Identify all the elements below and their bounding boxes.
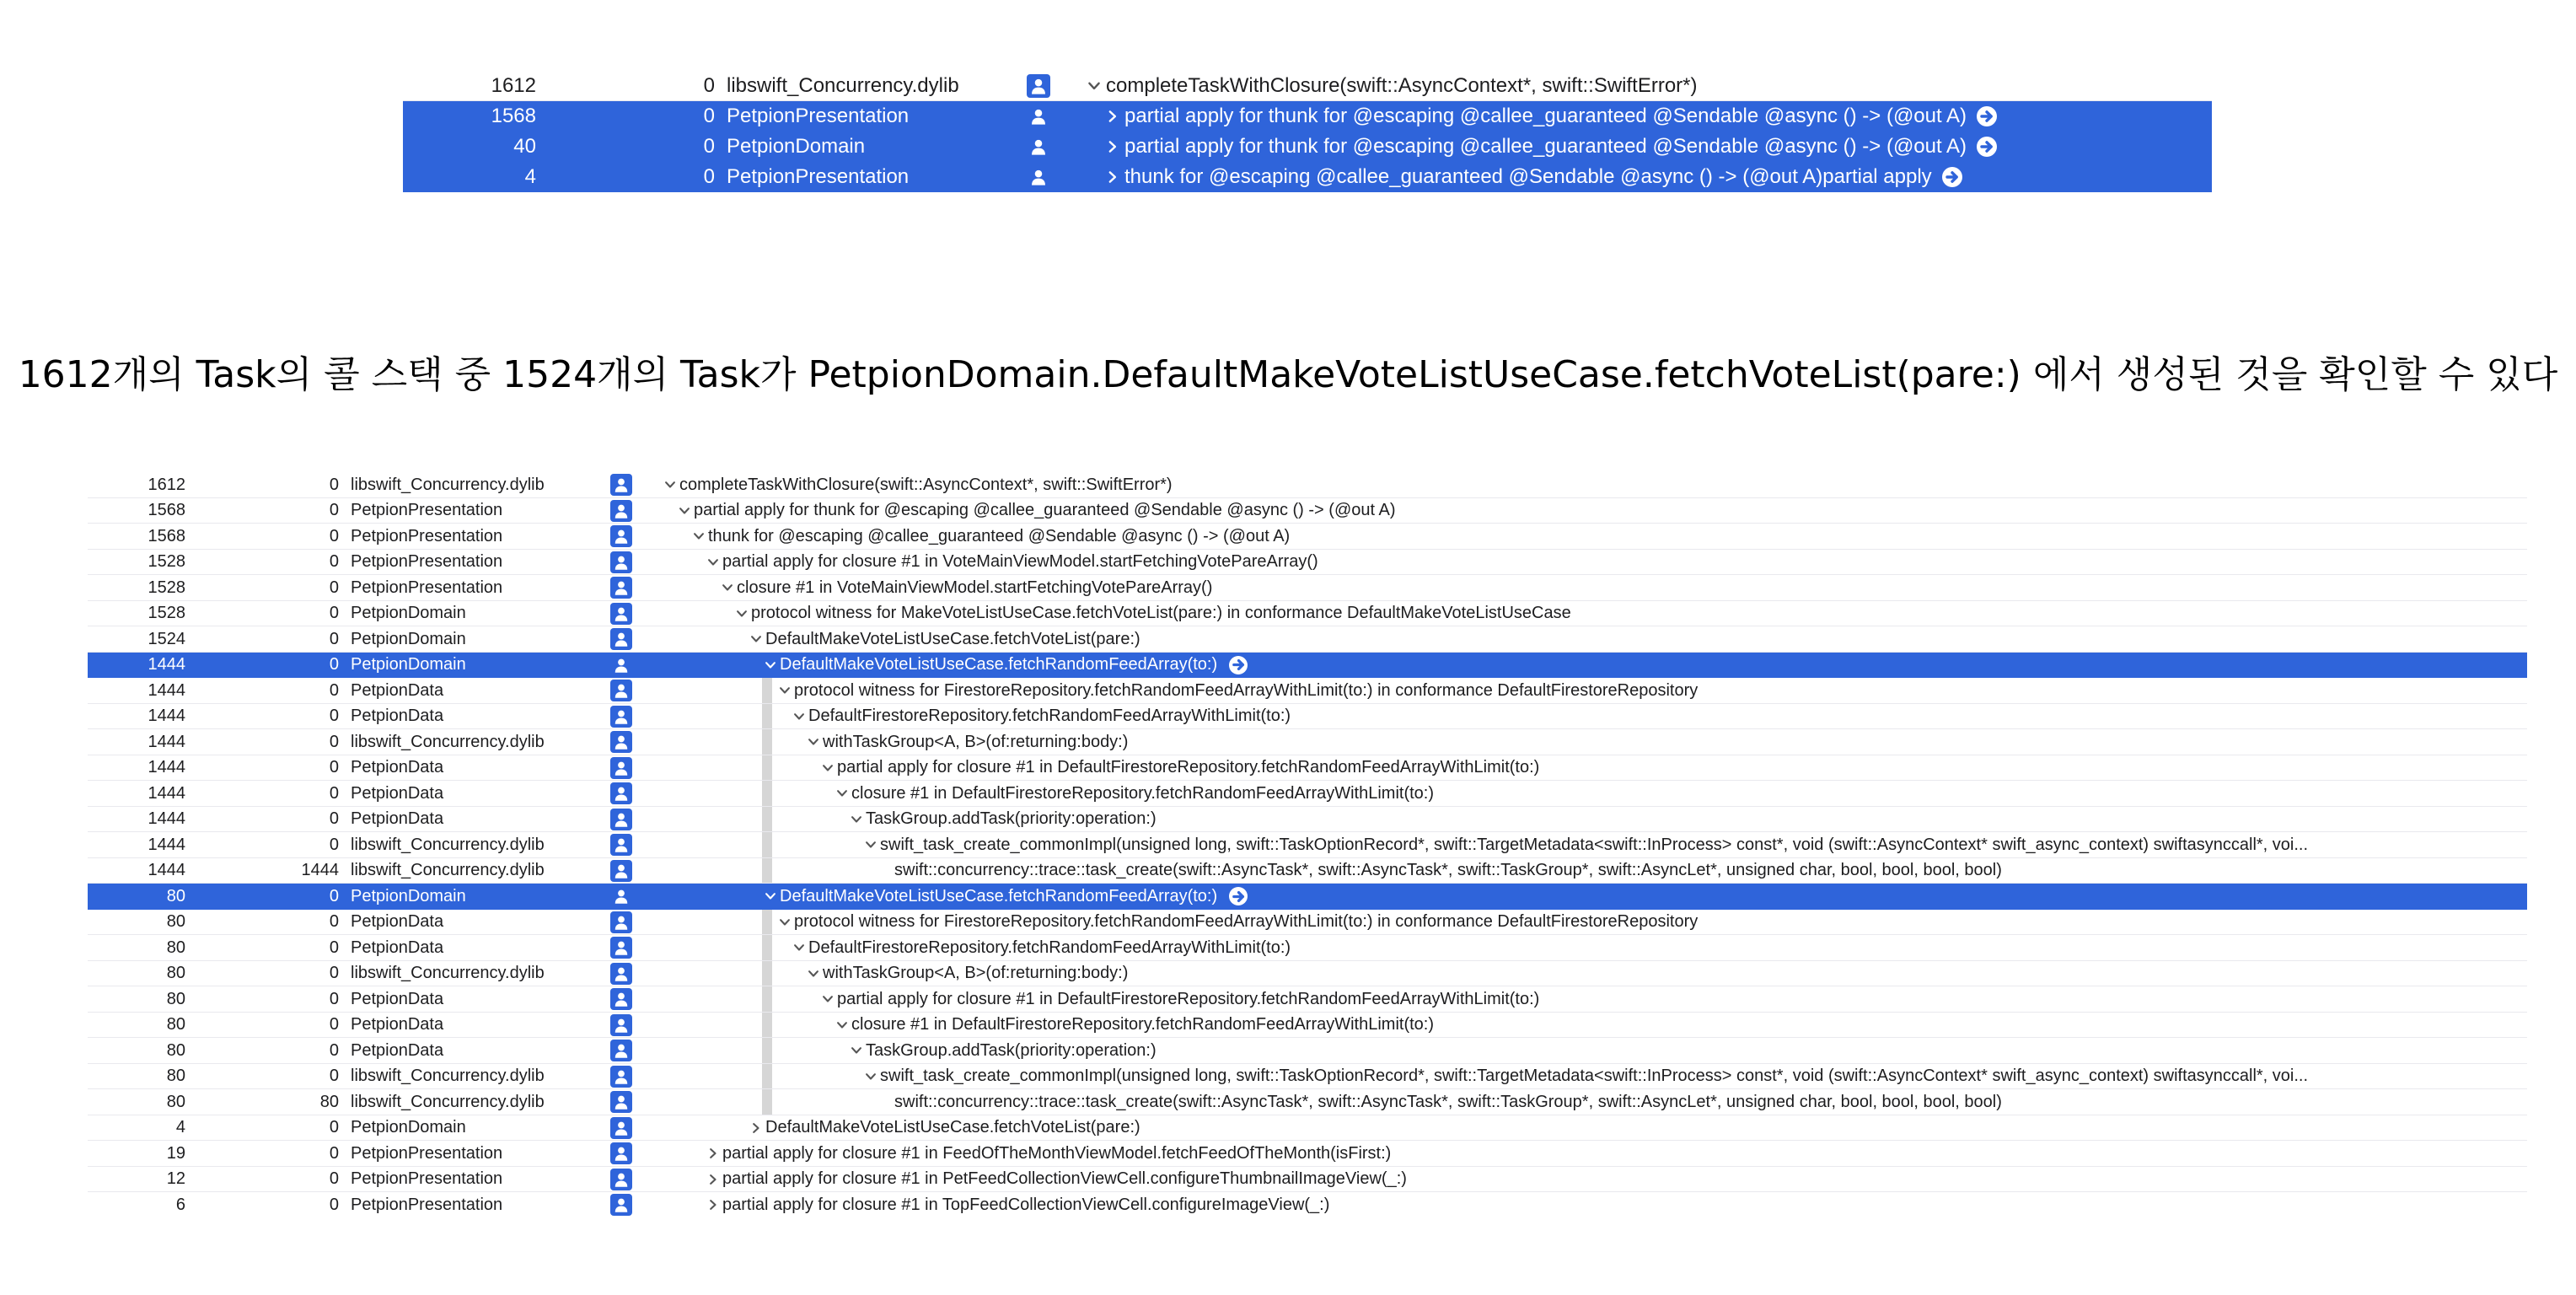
chevron-down-icon[interactable]: [704, 550, 722, 576]
symbol-cell: [818, 986, 2520, 1013]
symbol-name: closure #1 in DefaultFirestoreRepository.fetchRandomFeedArrayWithLimit(to:): [851, 1015, 1435, 1034]
user-code-icon: [610, 911, 632, 933]
arrow-circle-right-icon[interactable]: [1977, 106, 1997, 126]
call-tree-row[interactable]: [88, 1064, 2527, 1090]
symbol-name: partial apply for thunk for @escaping @callee_guaranteed @Sendable @async () -> (@out A): [1124, 105, 1967, 127]
arrow-circle-right-icon[interactable]: [1229, 887, 1248, 905]
self-weight: 0: [703, 74, 715, 97]
chevron-right-icon[interactable]: [1101, 162, 1124, 192]
symbol-cell: [790, 704, 2520, 730]
symbol-cell: [861, 1064, 2520, 1090]
library-name: PetpionDomain: [351, 1118, 466, 1137]
chevron-right-icon[interactable]: [704, 1167, 722, 1193]
symbol-name: partial apply for closure #1 in TopFeedCollectionViewCell.configureImageView(_:): [722, 1195, 1330, 1214]
symbol-name: partial apply for closure #1 in DefaultFirestoreRepository.fetchRandomFeedArrayWithLimit(to:): [837, 758, 1540, 777]
call-tree-row[interactable]: [88, 498, 2527, 524]
library-name: PetpionDomain: [351, 604, 466, 623]
call-tree-row[interactable]: [88, 1192, 2527, 1217]
library-name: PetpionPresentation: [727, 165, 910, 188]
library-name: PetpionPresentation: [351, 552, 503, 572]
library-name: libswift_Concurrency.dylib: [727, 74, 959, 97]
symbol-cell: [804, 961, 2520, 987]
call-tree-row[interactable]: [88, 986, 2527, 1013]
library-name: PetpionData: [351, 938, 444, 957]
symbol-name: swift_task_create_commonImpl(unsigned long, swift::TaskOptionRecord*, swift::TargetMetadata<swift::InProcess> const*, void (swift::AsyncContext* swift_async_context) swiftasynccall*, voi...: [880, 835, 2309, 854]
call-tree-row[interactable]: [403, 132, 2212, 162]
library-name: PetpionDomain: [351, 655, 466, 674]
chevron-down-icon[interactable]: [790, 935, 808, 961]
library-name: PetpionPresentation: [351, 1169, 503, 1189]
symbol-cell: [733, 601, 2520, 627]
user-code-icon: [610, 500, 632, 522]
user-code-icon: [610, 731, 632, 753]
chevron-right-icon[interactable]: [1101, 132, 1124, 162]
symbol-cell: [818, 755, 2520, 782]
weight-count: 1444: [148, 809, 185, 829]
library-name: PetpionData: [351, 783, 444, 803]
chevron-down-icon[interactable]: [847, 1038, 866, 1064]
weight-count: 1444: [148, 732, 185, 751]
chevron-down-icon[interactable]: [804, 961, 823, 987]
call-tree-row[interactable]: [403, 71, 2212, 101]
call-tree-row[interactable]: [88, 884, 2527, 910]
self-weight: 0: [329, 578, 339, 597]
weight-count: 1444: [148, 861, 185, 880]
disclosure-spacer: [876, 1089, 894, 1115]
symbol-name: TaskGroup.addTask(priority:operation:): [866, 1040, 1157, 1060]
symbol-name: withTaskGroup<A, B>(of:returning:body:): [823, 964, 1129, 983]
self-weight: 0: [329, 758, 339, 777]
user-code-icon: [610, 937, 632, 959]
symbol-name: thunk for @escaping @callee_guaranteed @Sendable @async () -> (@out A)partial apply: [1124, 165, 1932, 188]
weight-count: 1444: [148, 783, 185, 803]
symbol-cell: [761, 884, 2520, 910]
chevron-down-icon[interactable]: [833, 781, 851, 807]
symbol-name: swift::concurrency::trace::task_create(swift::AsyncTask*, swift::AsyncTask*, swift::TaskGroup*, swift::AsyncLet*, unsigned char, bool, bool, bool, bool): [894, 861, 2002, 880]
chevron-down-icon[interactable]: [804, 729, 823, 755]
user-code-icon: [1027, 165, 1050, 189]
user-code-icon: [610, 1091, 632, 1113]
library-name: PetpionPresentation: [351, 501, 503, 520]
call-tree-row[interactable]: [88, 1115, 2527, 1142]
weight-count: 80: [166, 1067, 185, 1086]
call-tree-row[interactable]: [88, 524, 2527, 550]
call-tree-row[interactable]: [88, 858, 2527, 884]
chevron-down-icon[interactable]: [775, 678, 794, 704]
symbol-cell: [804, 729, 2520, 755]
symbol-cell: [876, 858, 2520, 884]
call-tree-row[interactable]: [88, 910, 2527, 936]
symbol-cell: [718, 575, 2520, 601]
call-tree-row[interactable]: [403, 162, 2212, 192]
arrow-circle-right-icon[interactable]: [1229, 656, 1248, 674]
user-code-icon: [610, 628, 632, 650]
symbol-cell: [1101, 162, 2205, 192]
user-code-icon: [610, 654, 632, 676]
chevron-down-icon[interactable]: [675, 498, 694, 524]
call-tree-row[interactable]: [88, 704, 2527, 730]
symbol-cell: [661, 472, 2520, 498]
call-tree-row[interactable]: [88, 678, 2527, 704]
symbol-cell: [1082, 71, 2205, 101]
chevron-right-icon[interactable]: [1101, 101, 1124, 132]
weight-count: 1444: [148, 835, 185, 854]
self-weight: 0: [329, 1143, 339, 1163]
self-weight: 0: [329, 783, 339, 803]
call-tree-row[interactable]: [88, 626, 2527, 653]
call-tree-row[interactable]: [88, 472, 2527, 498]
symbol-name: swift_task_create_commonImpl(unsigned long, swift::TaskOptionRecord*, swift::TargetMetadata<swift::InProcess> const*, void (swift::AsyncContext* swift_async_context) swiftasynccall*, voi...: [880, 1067, 2309, 1086]
weight-count: 1568: [491, 105, 536, 127]
library-name: PetpionDomain: [351, 629, 466, 648]
user-code-icon: [610, 988, 632, 1010]
symbol-name: withTaskGroup<A, B>(of:returning:body:): [823, 732, 1129, 751]
symbol-cell: [876, 1089, 2520, 1115]
user-code-icon: [610, 1194, 632, 1216]
weight-count: 80: [166, 886, 185, 905]
chevron-down-icon[interactable]: [1082, 71, 1106, 101]
weight-count: 12: [166, 1169, 185, 1189]
library-name: libswift_Concurrency.dylib: [351, 475, 545, 494]
call-tree-row[interactable]: [88, 1038, 2527, 1064]
weight-count: 1612: [491, 74, 536, 97]
user-code-icon: [610, 603, 632, 625]
self-weight: 0: [329, 501, 339, 520]
chevron-down-icon[interactable]: [818, 986, 837, 1013]
user-code-icon: [610, 1040, 632, 1061]
self-weight: 0: [329, 835, 339, 854]
symbol-cell: [775, 678, 2520, 704]
chevron-down-icon[interactable]: [661, 472, 679, 498]
weight-count: 80: [166, 912, 185, 932]
self-weight: 0: [329, 655, 339, 674]
weight-count: 80: [166, 1015, 185, 1034]
symbol-cell: [704, 1192, 2520, 1217]
symbol-cell: [704, 1141, 2520, 1167]
symbol-name: TaskGroup.addTask(priority:operation:): [866, 809, 1157, 829]
chevron-down-icon[interactable]: [818, 755, 837, 782]
self-weight: 0: [329, 912, 339, 932]
user-code-icon: [610, 860, 632, 882]
self-weight: 0: [329, 732, 339, 751]
symbol-name: closure #1 in DefaultFirestoreRepository.fetchRandomFeedArrayWithLimit(to:): [851, 783, 1435, 803]
weight-count: 40: [513, 135, 536, 158]
library-name: PetpionData: [351, 912, 444, 932]
self-weight: 0: [329, 552, 339, 572]
top-call-tree: [403, 71, 2212, 196]
user-code-icon: [610, 809, 632, 830]
library-name: PetpionData: [351, 758, 444, 777]
chevron-down-icon[interactable]: [790, 704, 808, 730]
symbol-cell: [833, 1013, 2520, 1039]
symbol-name: closure #1 in VoteMainViewModel.startFetchingVotePareArray(): [737, 578, 1213, 597]
call-tree-row[interactable]: [88, 807, 2527, 833]
self-weight: 0: [329, 989, 339, 1008]
user-code-icon: [610, 1014, 632, 1036]
symbol-cell: [690, 524, 2520, 550]
user-code-icon: [610, 1169, 632, 1190]
library-name: PetpionData: [351, 707, 444, 726]
self-weight: 0: [329, 680, 339, 700]
chevron-down-icon[interactable]: [718, 575, 737, 601]
self-weight: 0: [329, 629, 339, 648]
call-tree-row[interactable]: [88, 601, 2527, 627]
call-tree-row[interactable]: [403, 101, 2212, 132]
call-tree-row[interactable]: [88, 1141, 2527, 1167]
symbol-name: swift::concurrency::trace::task_create(swift::AsyncTask*, swift::AsyncTask*, swift::TaskGroup*, swift::AsyncLet*, unsigned char, bool, bool, bool, bool): [894, 1092, 2002, 1111]
call-tree-row[interactable]: [88, 1089, 2527, 1115]
library-name: PetpionData: [351, 1040, 444, 1060]
user-code-icon: [610, 834, 632, 856]
symbol-name: DefaultFirestoreRepository.fetchRandomFeedArrayWithLimit(to:): [808, 938, 1291, 957]
symbol-name: partial apply for thunk for @escaping @callee_guaranteed @Sendable @async () -> (@out A): [694, 501, 1396, 520]
library-name: PetpionData: [351, 809, 444, 829]
user-code-icon: [610, 1066, 632, 1088]
library-name: libswift_Concurrency.dylib: [351, 861, 545, 880]
chevron-down-icon[interactable]: [775, 910, 794, 936]
library-name: PetpionData: [351, 989, 444, 1008]
weight-count: 4: [175, 1118, 185, 1137]
chevron-down-icon[interactable]: [747, 626, 765, 653]
symbol-cell: [747, 1115, 2520, 1142]
weight-count: 1612: [148, 475, 185, 494]
library-name: PetpionDomain: [727, 135, 866, 158]
chevron-right-icon[interactable]: [704, 1192, 722, 1217]
self-weight: 1444: [301, 861, 339, 880]
weight-count: 80: [166, 989, 185, 1008]
user-code-icon: [610, 551, 632, 573]
user-code-icon: [1027, 105, 1050, 128]
weight-count: 1524: [148, 629, 185, 648]
weight-count: 80: [166, 938, 185, 957]
symbol-name: partial apply for closure #1 in VoteMainViewModel.startFetchingVotePareArray(): [722, 552, 1318, 572]
symbol-cell: [790, 935, 2520, 961]
weight-count: 1528: [148, 604, 185, 623]
user-code-icon: [610, 706, 632, 728]
call-tree-row[interactable]: [88, 653, 2527, 679]
self-weight: 0: [329, 938, 339, 957]
user-code-icon: [1027, 74, 1050, 98]
symbol-cell: [704, 550, 2520, 576]
self-weight: 0: [329, 964, 339, 983]
chevron-down-icon[interactable]: [861, 832, 880, 858]
symbol-name: DefaultMakeVoteListUseCase.fetchVoteList(pare:): [765, 1118, 1140, 1137]
symbol-cell: [675, 498, 2520, 524]
user-code-icon: [610, 1117, 632, 1139]
symbol-name: completeTaskWithClosure(swift::AsyncContext*, swift::SwiftError*): [1106, 74, 1698, 97]
symbol-name: completeTaskWithClosure(swift::AsyncContext*, swift::SwiftError*): [679, 475, 1173, 494]
chevron-right-icon[interactable]: [747, 1115, 765, 1142]
self-weight: 0: [329, 526, 339, 545]
symbol-name: thunk for @escaping @callee_guaranteed @Sendable @async () -> (@out A): [708, 526, 1291, 545]
self-weight: 0: [329, 475, 339, 494]
library-name: libswift_Concurrency.dylib: [351, 1092, 545, 1111]
symbol-name: protocol witness for MakeVoteListUseCase.fetchVoteList(pare:) in conformance DefaultMakeVoteListUseCase: [751, 604, 1571, 623]
chevron-down-icon[interactable]: [761, 653, 780, 679]
chevron-down-icon[interactable]: [833, 1013, 851, 1039]
symbol-name: protocol witness for FirestoreRepository.fetchRandomFeedArrayWithLimit(to:) in conformance DefaultFirestoreRepository: [794, 680, 1699, 700]
symbol-cell: [1101, 132, 2205, 162]
weight-count: 1444: [148, 680, 185, 700]
library-name: PetpionData: [351, 680, 444, 700]
symbol-name: DefaultMakeVoteListUseCase.fetchRandomFeedArray(to:): [780, 655, 1218, 674]
call-tree-row[interactable]: [88, 832, 2527, 858]
chevron-down-icon[interactable]: [861, 1064, 880, 1090]
weight-count: 80: [166, 964, 185, 983]
self-weight: 0: [329, 604, 339, 623]
main-call-tree: [88, 472, 2527, 1217]
symbol-cell: [704, 1167, 2520, 1193]
weight-count: 1528: [148, 578, 185, 597]
call-tree-row[interactable]: [88, 1013, 2527, 1039]
weight-count: 80: [166, 1040, 185, 1060]
symbol-cell: [747, 626, 2520, 653]
weight-count: 1528: [148, 552, 185, 572]
library-name: PetpionPresentation: [351, 526, 503, 545]
library-name: PetpionPresentation: [727, 105, 910, 127]
chevron-down-icon[interactable]: [690, 524, 708, 550]
chevron-down-icon[interactable]: [847, 807, 866, 833]
call-tree-row[interactable]: [88, 575, 2527, 601]
call-tree-row[interactable]: [88, 961, 2527, 987]
library-name: PetpionPresentation: [351, 1143, 503, 1163]
symbol-name: DefaultMakeVoteListUseCase.fetchVoteList(pare:): [765, 629, 1140, 648]
library-name: PetpionPresentation: [351, 578, 503, 597]
weight-count: 19: [166, 1143, 185, 1163]
user-code-icon: [1027, 135, 1050, 159]
user-code-icon: [610, 885, 632, 907]
user-code-icon: [610, 680, 632, 701]
caption-text: 1612개의 Task의 콜 스택 중 1524개의 Task가 PetpionDomain.DefaultMakeVoteListUseCase.fetchVoteList(pare:) 에서 생성된 것을 확인할 수 있다: [18, 353, 2558, 396]
call-tree-row[interactable]: [88, 755, 2527, 782]
symbol-name: partial apply for thunk for @escaping @callee_guaranteed @Sendable @async () -> (@out A): [1124, 135, 1967, 158]
weight-count: 1568: [148, 526, 185, 545]
weight-count: 4: [524, 165, 536, 188]
self-weight: 80: [319, 1092, 339, 1111]
weight-count: 1444: [148, 655, 185, 674]
chevron-right-icon[interactable]: [704, 1141, 722, 1167]
symbol-cell: [761, 653, 2520, 679]
call-tree-row[interactable]: [88, 550, 2527, 576]
library-name: libswift_Concurrency.dylib: [351, 732, 545, 751]
weight-count: 80: [166, 1092, 185, 1111]
user-code-icon: [610, 757, 632, 779]
call-tree-row[interactable]: [88, 729, 2527, 755]
library-name: PetpionData: [351, 1015, 444, 1034]
symbol-cell: [1101, 101, 2205, 132]
self-weight: 0: [329, 1015, 339, 1034]
symbol-name: partial apply for closure #1 in FeedOfTheMonthViewModel.fetchFeedOfTheMonth(isFirst:): [722, 1143, 1392, 1163]
user-code-icon: [610, 474, 632, 496]
self-weight: 0: [329, 886, 339, 905]
self-weight: 0: [329, 1169, 339, 1189]
chevron-down-icon[interactable]: [761, 884, 780, 910]
self-weight: 0: [329, 809, 339, 829]
self-weight: 0: [703, 105, 715, 127]
library-name: libswift_Concurrency.dylib: [351, 1067, 545, 1086]
user-code-icon: [610, 782, 632, 804]
symbol-cell: [847, 807, 2520, 833]
disclosure-spacer: [876, 858, 894, 884]
library-name: libswift_Concurrency.dylib: [351, 835, 545, 854]
symbol-name: protocol witness for FirestoreRepository.fetchRandomFeedArrayWithLimit(to:) in conformance DefaultFirestoreRepository: [794, 912, 1699, 932]
self-weight: 0: [329, 1195, 339, 1214]
self-weight: 0: [329, 707, 339, 726]
library-name: libswift_Concurrency.dylib: [351, 964, 545, 983]
weight-count: 6: [175, 1195, 185, 1214]
symbol-name: partial apply for closure #1 in DefaultFirestoreRepository.fetchRandomFeedArrayWithLimit(to:): [837, 989, 1540, 1008]
weight-count: 1444: [148, 758, 185, 777]
symbol-cell: [861, 832, 2520, 858]
library-name: PetpionPresentation: [351, 1195, 503, 1214]
symbol-cell: [775, 910, 2520, 936]
symbol-cell: [847, 1038, 2520, 1064]
self-weight: 0: [329, 1067, 339, 1086]
call-tree-row[interactable]: [88, 781, 2527, 807]
symbol-name: partial apply for closure #1 in PetFeedCollectionViewCell.configureThumbnailImageView(_:): [722, 1169, 1407, 1189]
self-weight: 0: [703, 135, 715, 158]
weight-count: 1444: [148, 707, 185, 726]
arrow-circle-right-icon[interactable]: [1977, 137, 1997, 157]
symbol-cell: [833, 781, 2520, 807]
user-code-icon: [610, 1142, 632, 1164]
symbol-name: DefaultFirestoreRepository.fetchRandomFeedArrayWithLimit(to:): [808, 707, 1291, 726]
user-code-icon: [610, 525, 632, 547]
weight-count: 1568: [148, 501, 185, 520]
self-weight: 0: [329, 1118, 339, 1137]
library-name: PetpionDomain: [351, 886, 466, 905]
call-tree-row[interactable]: [88, 935, 2527, 961]
user-code-icon: [610, 577, 632, 599]
self-weight: 0: [703, 165, 715, 188]
symbol-name: DefaultMakeVoteListUseCase.fetchRandomFeedArray(to:): [780, 886, 1218, 905]
user-code-icon: [610, 963, 632, 985]
call-tree-row[interactable]: [88, 1167, 2527, 1193]
chevron-down-icon[interactable]: [733, 601, 751, 627]
self-weight: 0: [329, 1040, 339, 1060]
arrow-circle-right-icon[interactable]: [1942, 167, 1962, 187]
